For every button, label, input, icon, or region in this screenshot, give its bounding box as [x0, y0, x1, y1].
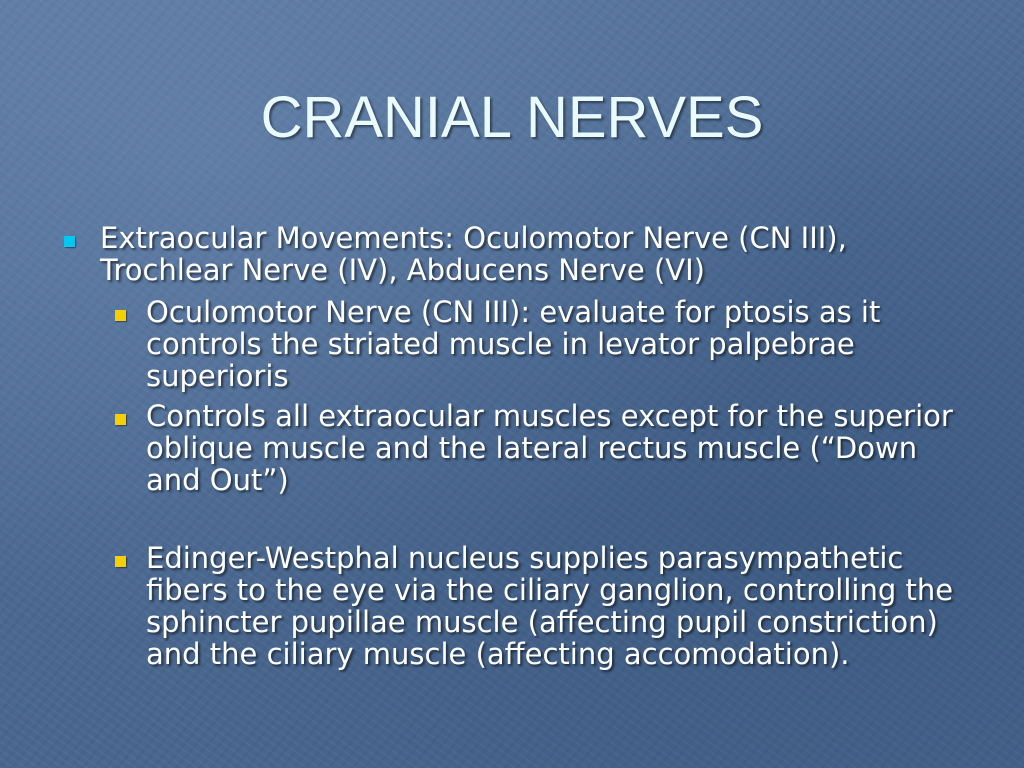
slide-title: CRANIAL NERVES — [260, 85, 764, 150]
square-bullet-icon — [115, 414, 126, 425]
slide-body — [62, 222, 962, 670]
square-bullet-icon — [64, 236, 75, 247]
sub-bullet-edinger-westphal — [146, 542, 966, 670]
sub-bullet-text: Oculomotor Nerve (CN III): evaluate for ptosis as it controls the striated muscle in levator palpebrae superioris — [146, 295, 881, 393]
sub-bullet-oculomotor-ptosis — [146, 296, 966, 392]
bullet-extraocular-movements — [62, 222, 962, 286]
sub-bullet-text: Edinger-Westphal nucleus supplies parasympathetic fibers to the eye via the ciliary ganglion, controlling the sphincter pupillae muscle (affecting pupil constriction) and the ciliary muscle (affecting accomodation). — [146, 541, 954, 671]
square-bullet-icon — [115, 556, 126, 567]
sub-bullet-extraocular-muscles — [146, 400, 966, 496]
sub-bullet-text: Controls all extraocular muscles except for the superior oblique muscle and the lateral rectus muscle (“Down and Out”) — [146, 399, 953, 497]
square-bullet-icon — [115, 310, 126, 321]
bullet-text: Extraocular Movements: Oculomotor Nerve (CN III), Trochlear Nerve (IV), Abducens Nerve (VI) — [100, 221, 847, 287]
